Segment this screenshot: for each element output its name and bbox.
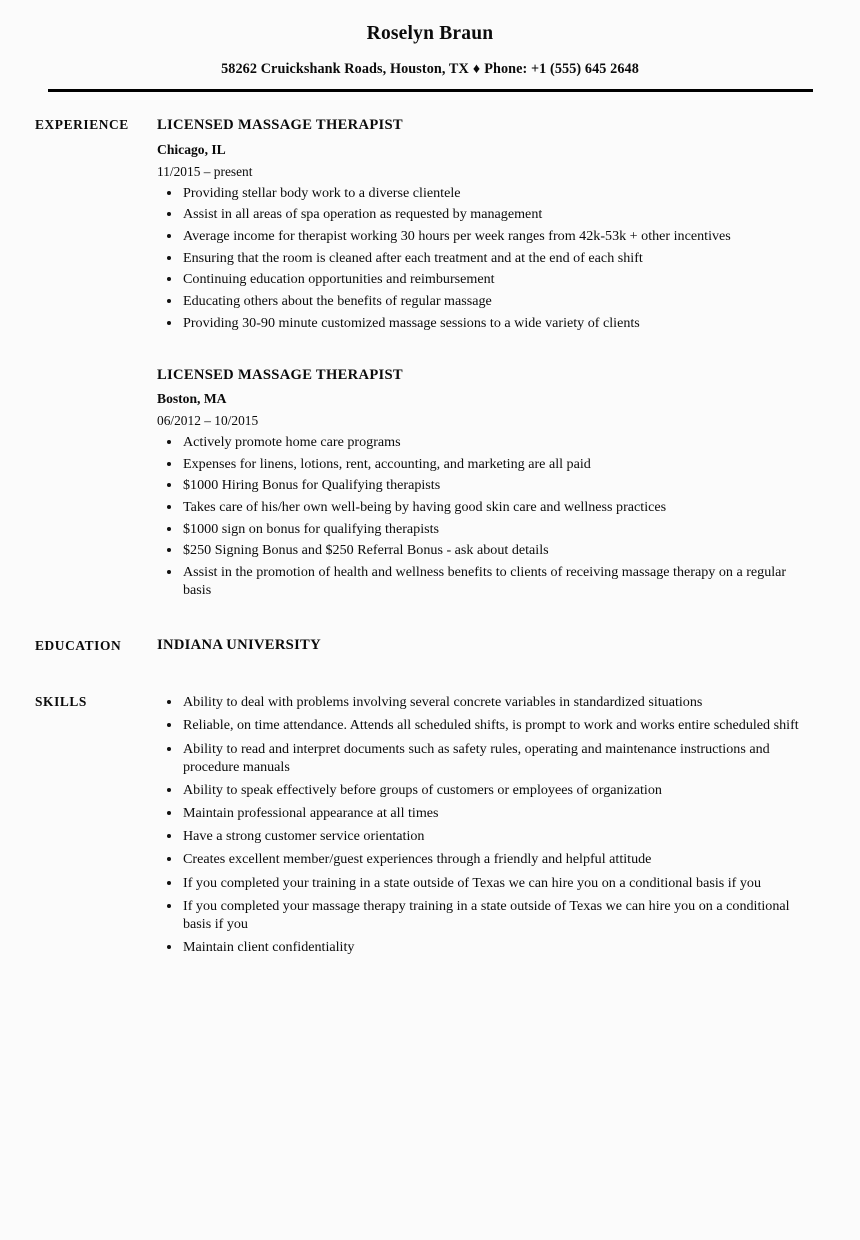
school-name: INDIANA UNIVERSITY [157, 637, 321, 654]
job-dates: 11/2015 – present [157, 163, 253, 179]
job-bullet: Assist in all areas of spa operation as requested by management [157, 205, 814, 223]
diamond-separator-icon: ♦ [472, 61, 481, 78]
contact-line [0, 61, 860, 78]
job-bullet: $250 Signing Bonus and $250 Referral Bonus - ask about details [157, 541, 814, 559]
job-bullet-list [157, 184, 814, 332]
job-bullet: Providing 30-90 minute customized massage sessions to a wide variety of clients [157, 314, 814, 332]
section-label-skills: SKILLS [35, 694, 87, 710]
skills-bullet-list [157, 693, 814, 956]
skill-bullet: Creates excellent member/guest experiences through a friendly and helpful attitude [157, 850, 814, 868]
job-bullet: $1000 sign on bonus for qualifying therapists [157, 520, 814, 538]
skill-bullet: Maintain professional appearance at all times [157, 804, 814, 822]
resume-header [0, 0, 860, 92]
skill-bullet: Ability to deal with problems involving several concrete variables in standardized situations [157, 693, 814, 711]
skill-bullet: Ability to read and interpret documents such as safety rules, operating and maintenance instructions and procedure manuals [157, 740, 814, 776]
job-bullet-list [157, 433, 814, 599]
job-bullet: $1000 Hiring Bonus for Qualifying therapists [157, 476, 814, 494]
job-bullet: Educating others about the benefits of regular massage [157, 292, 814, 310]
section-label-experience: EXPERIENCE [35, 117, 129, 133]
skill-bullet: Have a strong customer service orientation [157, 827, 814, 845]
skill-bullet: Ability to speak effectively before groups of customers or employees of organization [157, 781, 814, 799]
job-title: LICENSED MASSAGE THERAPIST [157, 117, 403, 134]
skills-body [157, 693, 814, 956]
job-dates: 06/2012 – 10/2015 [157, 412, 259, 428]
skill-bullet: Reliable, on time attendance. Attends all scheduled shifts, is prompt to work and works entire scheduled shift [157, 716, 814, 734]
job-entry [157, 116, 814, 331]
candidate-name: Roselyn Braun [366, 23, 494, 44]
contact-address: 58262 Cruickshank Roads, Houston, TX [221, 61, 469, 78]
job-title: LICENSED MASSAGE THERAPIST [157, 366, 403, 383]
contact-phone: Phone: +1 (555) 645 2648 [484, 61, 639, 78]
education-section [0, 637, 860, 654]
education-body [157, 637, 814, 654]
job-bullet: Actively promote home care programs [157, 433, 814, 451]
job-bullet: Assist in the promotion of health and wellness benefits to clients of receiving massage therapy on a regular basis [157, 563, 814, 599]
skills-section [0, 693, 860, 956]
job-bullet: Ensuring that the room is cleaned after each treatment and at the end of each shift [157, 249, 814, 267]
job-bullet: Expenses for linens, lotions, rent, accounting, and marketing are all paid [157, 455, 814, 473]
job-bullet: Continuing education opportunities and reimbursement [157, 270, 814, 288]
job-entry [157, 366, 814, 600]
job-location: Boston, MA [157, 390, 227, 406]
job-bullet: Providing stellar body work to a diverse clientele [157, 184, 814, 202]
skill-bullet: If you completed your training in a state outside of Texas we can hire you on a conditional basis if you [157, 874, 814, 892]
job-bullet: Average income for therapist working 30 hours per week ranges from 42k-53k + other incentives [157, 227, 814, 245]
experience-body [157, 116, 814, 599]
skill-bullet: If you completed your massage therapy training in a state outside of Texas we can hire you on a conditional basis if you [157, 897, 814, 933]
job-location: Chicago, IL [157, 141, 226, 157]
skill-bullet: Maintain client confidentiality [157, 938, 814, 956]
job-bullet: Takes care of his/her own well-being by having good skin care and wellness practices [157, 498, 814, 516]
header-divider [48, 89, 813, 92]
section-label-education: EDUCATION [35, 638, 122, 654]
experience-section [0, 116, 860, 599]
